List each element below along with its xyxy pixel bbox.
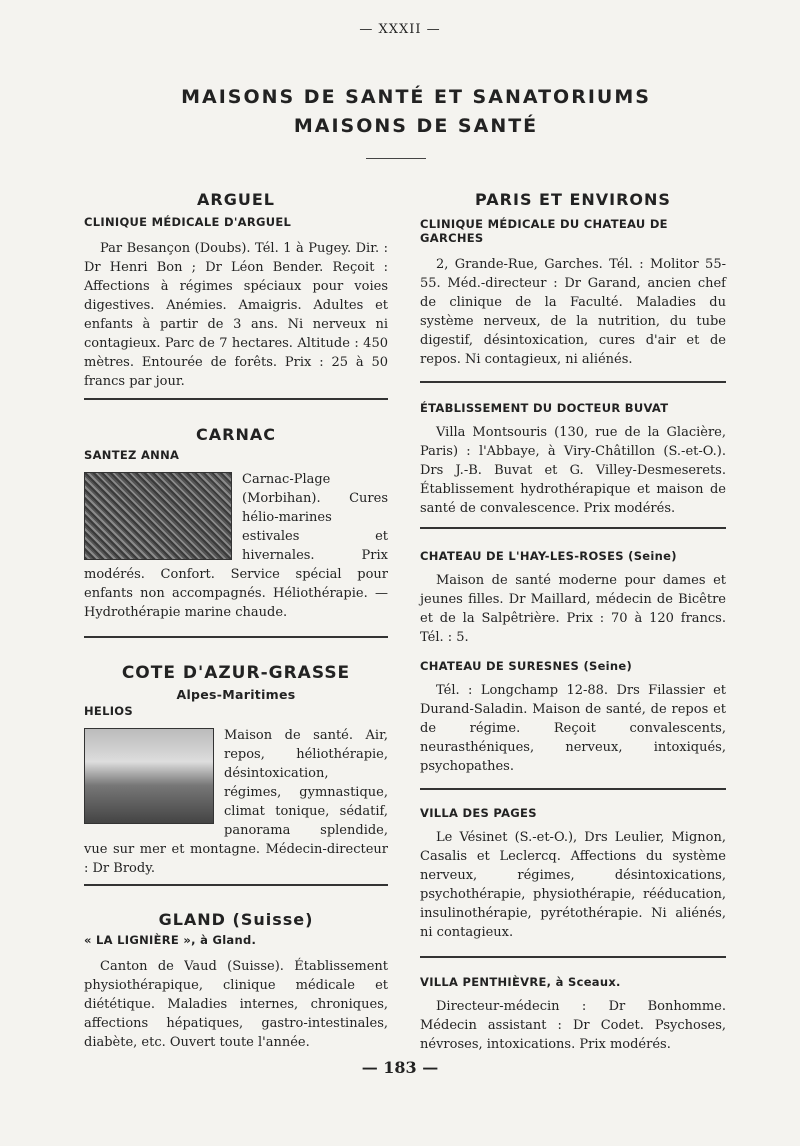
- gland-text: Canton de Vaud (Suisse). Établissement physiothérapique, clinique médicale et diététique. Maladies internes, chroniques, affections hépatiques, gastro-intestinales, diabète, etc. Ouvert toute l'année.: [84, 959, 388, 1050]
- buvat-subtitle: ÉTABLISSEMENT DU DOCTEUR BUVAT: [420, 401, 669, 415]
- section-divider: [420, 788, 726, 790]
- main-title: MAISONS DE SANTÉ ET SANATORIUMS: [181, 86, 651, 108]
- suresnes-section: [420, 659, 726, 776]
- pages-section: [420, 806, 726, 942]
- paris-text: 2, Grande-Rue, Garches. Tél. : Molitor 55-55. Méd.-directeur : Dr Garand, ancien chef de clinique de la Faculté. Maladies du système nerveux, de la nutrition, du tube digestif, désintoxication, cures d'air et de repos. Ni contagieux, ni aliénés.: [420, 257, 726, 367]
- page-number: — 183 —: [361, 1058, 439, 1077]
- section-title: MAISONS DE SANTÉ: [293, 115, 539, 137]
- carnac-title: CARNAC: [196, 425, 276, 444]
- pages-subtitle: VILLA DES PAGES: [420, 806, 537, 820]
- penthievre-section: [420, 975, 726, 1054]
- carnac-photo: [84, 472, 232, 560]
- penthievre-text: Directeur-médecin : Dr Bonhomme. Médecin assistant : Dr Codet. Psychoses, névroses, intoxications. Prix modérés.: [420, 999, 726, 1052]
- suresnes-text: Tél. : Longchamp 12-88. Drs Filassier et Durand-Saladin. Maison de santé, de repos et de régime. Reçoit convalescents, neurasthéniques, nerveux, intoxiqués, psychopathes.: [420, 683, 726, 774]
- hay-section: [420, 549, 726, 647]
- hay-text: Maison de santé moderne pour dames et jeunes filles. Dr Maillard, médecin de Bicêtre et de la Salpêtrière. Prix : 70 à 120 francs. Tél. : 5.: [420, 573, 726, 645]
- hay-subtitle: CHATEAU DE L'HAY-LES-ROSES (Seine): [420, 549, 677, 563]
- gland-subtitle: « LA LIGNIÈRE », à Gland.: [84, 933, 257, 947]
- penthievre-subtitle: VILLA PENTHIÈVRE, à Sceaux.: [420, 975, 621, 989]
- helios-text: Maison de santé. Air, repos, héliothérapie, désintoxication, régimes, gymnastique, climat tonique, sédatif, panorama splendide, vue sur mer et montagne. Médecin-directeur : Dr Brody.: [84, 728, 388, 876]
- arguel-section: [84, 190, 388, 391]
- gland-title: GLAND (Suisse): [158, 910, 314, 929]
- gland-section: [84, 910, 388, 1052]
- arguel-title: ARGUEL: [197, 190, 275, 209]
- paris-title: PARIS ET ENVIRONS: [475, 190, 671, 209]
- carnac-section: [84, 425, 388, 622]
- title-divider: [366, 158, 426, 159]
- section-divider: [84, 398, 388, 400]
- paris-section: [420, 190, 726, 369]
- carnac-text: Carnac-Plage (Morbihan). Cures hélio-marines estivales et hivernales. Prix modérés. Confort. Service spécial pour enfants non accompagnés. Héliothérapie. — Hydrothérapie marine chaude.: [84, 472, 388, 620]
- cote-azur-section: [84, 663, 388, 878]
- suresnes-subtitle: CHATEAU DE SURESNES (Seine): [420, 659, 633, 673]
- helios-name: HELIOS: [84, 704, 133, 718]
- cote-azur-subtitle: Alpes-Maritimes: [176, 687, 296, 702]
- section-divider: [84, 884, 388, 886]
- helios-photo: [84, 728, 214, 824]
- section-divider: [420, 527, 726, 529]
- section-divider: [84, 636, 388, 638]
- arguel-text: Par Besançon (Doubs). Tél. 1 à Pugey. Dir. : Dr Henri Bon ; Dr Léon Bender. Reçoit : Affections à régimes spéciaux pour voies digestives. Anémies. Amaigris. Adultes et enfants à partir de 3 ans. Ni nerveux ni contagieux. Parc de 7 hectares. Altitude : 450 mètres. Entourée de forêts. Prix : 25 à 50 francs par jour.: [84, 241, 388, 389]
- arguel-subtitle: CLINIQUE MÉDICALE D'ARGUEL: [84, 215, 292, 229]
- paris-subtitle: CLINIQUE MÉDICALE DU CHATEAU DE GARCHES: [420, 217, 668, 245]
- cote-azur-title: COTE D'AZUR-GRASSE: [121, 663, 351, 683]
- section-divider: [420, 381, 726, 383]
- page-roman-numeral: — XXXII —: [359, 22, 441, 37]
- section-divider: [420, 956, 726, 958]
- carnac-subtitle: SANTEZ ANNA: [84, 448, 180, 462]
- buvat-section: [420, 401, 726, 518]
- pages-text: Le Vésinet (S.-et-O.), Drs Leulier, Mignon, Casalis et Leclercq. Affections du système nerveux, régimes, désintoxications, psychothérapie, physiothérapie, rééducation, insulinothérapie, pyrétothérapie. Ni aliénés, ni contagieux.: [420, 830, 726, 940]
- buvat-text: Villa Montsouris (130, rue de la Glacière, Paris) : l'Abbaye, à Viry-Châtillon (S.-et-O.). Drs J.-B. Buvat et G. Villey-Desmeserets. Établissement hydrothérapique et maison de santé de convalescence. Prix modérés.: [420, 425, 726, 516]
